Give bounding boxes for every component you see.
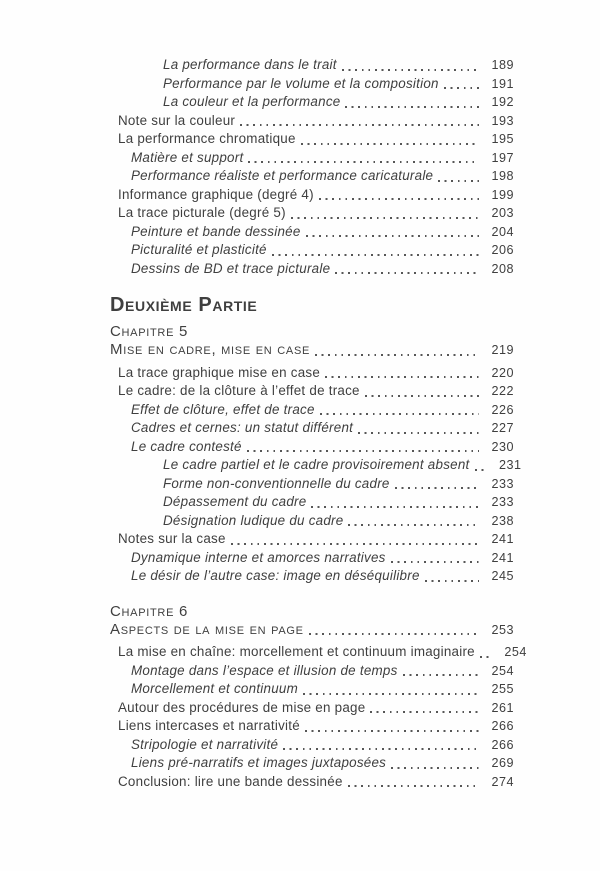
page-number: 220: [491, 365, 514, 380]
toc-entry-label: Le désir de l’autre case: image en déséquilibre: [131, 568, 420, 583]
dotted-leader: [303, 693, 479, 695]
table-of-contents: [110, 56, 527, 791]
toc-entry-row: [110, 493, 514, 512]
page-number: 231: [499, 458, 522, 472]
dotted-leader: [475, 469, 487, 471]
toc-entry-label: Forme non-conventionnelle du cadre: [163, 475, 390, 491]
dotted-leader: [315, 354, 479, 356]
toc-entry-label: Picturalité et plasticité: [131, 242, 267, 257]
page-number: 199: [491, 187, 514, 202]
dotted-leader: [247, 450, 479, 452]
dotted-leader: [403, 674, 479, 676]
toc-entry-label: Dynamique interne et amorces narratives: [131, 549, 386, 565]
toc-entry-label: La couleur et la performance: [163, 94, 341, 109]
dotted-leader: [348, 785, 479, 787]
dotted-leader: [348, 524, 479, 526]
page-number: 191: [491, 76, 514, 91]
toc-entry-row: [110, 56, 514, 75]
dotted-leader: [320, 413, 479, 415]
toc-entry-label: Montage dans l’espace et illusion de temps: [131, 662, 398, 678]
page-number: 189: [491, 58, 514, 72]
page-number: 226: [491, 402, 514, 417]
toc-entry-row: [110, 662, 514, 681]
dotted-leader: [335, 272, 479, 274]
toc-entry-row: [110, 364, 514, 383]
toc-entry-label: Note sur la couleur: [118, 112, 236, 128]
toc-entry-label: Effet de clôture, effet de trace: [131, 401, 315, 417]
dotted-leader: [311, 506, 479, 508]
toc-entry-label: Notes sur la case: [118, 531, 226, 546]
toc-entry-label: Liens pré-narratifs et images juxtaposées: [131, 755, 387, 770]
toc-entry-row: [110, 717, 514, 736]
toc-entry-label: Liens intercases et narrativité: [118, 718, 300, 733]
dotted-leader: [240, 124, 479, 126]
dotted-leader: [319, 198, 479, 200]
dotted-leader: [283, 748, 479, 750]
toc-entry-label: La performance chromatique: [118, 131, 296, 146]
page-number: 192: [491, 95, 514, 109]
toc-entry-row: [110, 438, 514, 457]
toc-entry-label: Désignation ludique du cadre: [163, 512, 344, 528]
page-number: 254: [504, 645, 527, 659]
toc-entry-row: [110, 112, 514, 131]
toc-entry-label: Cadres et cernes: un statut différent: [131, 420, 354, 435]
toc-entry-label: La trace picturale (degré 5): [118, 205, 286, 220]
toc-entry-row: [110, 223, 514, 242]
chapter-title-row: [110, 341, 514, 360]
dotted-leader: [358, 432, 479, 434]
dotted-leader: [395, 487, 479, 489]
page-number: 261: [491, 700, 514, 715]
page-number: 204: [491, 224, 514, 239]
toc-entry-row: [110, 382, 514, 401]
toc-entry-row: [110, 130, 514, 149]
dotted-leader: [370, 711, 479, 713]
dotted-leader: [306, 235, 479, 237]
dotted-leader: [444, 87, 479, 89]
page-number: 222: [491, 384, 514, 398]
toc-entry-label: La trace graphique mise en case: [118, 364, 321, 380]
chapter-heading: Chapitre 5: [110, 323, 189, 340]
toc-entry-row: [110, 530, 514, 549]
page-number: 241: [491, 550, 514, 565]
toc-entry-label: Conclusion: lire une bande dessinée: [118, 773, 343, 789]
dotted-leader: [342, 69, 479, 71]
dotted-leader: [231, 543, 479, 545]
page-number: 255: [491, 682, 514, 696]
toc-entry-row: [110, 754, 514, 773]
page-number: 219: [491, 343, 514, 357]
toc-entry-label: Le cadre partiel et le cadre provisoirement absent: [163, 457, 470, 472]
toc-entry-row: [110, 567, 514, 586]
toc-entry-label: Dessins de BD et trace picturale: [131, 260, 331, 276]
chapter-heading: Chapitre 6: [110, 602, 189, 620]
page-number: 195: [491, 132, 514, 146]
page-number: 233: [491, 476, 514, 491]
toc-entry-row: [110, 260, 514, 279]
dotted-leader: [480, 656, 492, 658]
toc-entry-row: [110, 186, 514, 205]
dotted-leader: [305, 730, 479, 732]
toc-entry-label: Informance graphique (degré 4): [118, 186, 314, 202]
dotted-leader: [365, 395, 479, 397]
page-number: 227: [491, 421, 514, 435]
toc-entry-row: [110, 419, 514, 438]
toc-entry-label: Peinture et bande dessinée: [131, 223, 301, 239]
page-number: 198: [491, 169, 514, 183]
dotted-leader: [291, 217, 479, 219]
dotted-leader: [272, 254, 479, 256]
toc-entry-row: [110, 75, 514, 94]
toc-entry-label: Dépassement du cadre: [163, 494, 307, 509]
dotted-leader: [345, 106, 479, 108]
dotted-leader: [309, 633, 479, 635]
toc-entry-row: [110, 93, 514, 112]
toc-entry-row: [110, 475, 514, 494]
section-gap: [110, 586, 514, 602]
toc-entry-label: Le cadre contesté: [131, 438, 242, 454]
page-number: 266: [491, 719, 514, 733]
toc-entry-label: La performance dans le trait: [163, 57, 337, 72]
page-number: 274: [491, 774, 514, 789]
page-number: 238: [491, 513, 514, 528]
toc-entry-label: Autour des procédures de mise en page: [118, 699, 366, 715]
toc-entry-label: Morcellement et continuum: [131, 681, 299, 696]
page-number: 206: [491, 243, 514, 257]
dotted-leader: [325, 376, 479, 378]
toc-entry-row: [110, 736, 514, 755]
page-number: 197: [491, 150, 514, 165]
part-heading: Deuxième Partie: [110, 294, 258, 316]
page-number: 203: [491, 206, 514, 220]
toc-entry-row: [110, 699, 514, 718]
toc-entry-label: Matière et support: [131, 149, 244, 165]
dotted-leader: [391, 561, 479, 563]
page-number: 230: [491, 439, 514, 454]
toc-entry-label: La mise en chaîne: morcellement et continuum imaginaire: [118, 644, 475, 659]
toc-entry-row: [110, 401, 514, 420]
section-gap: [110, 278, 514, 292]
toc-entry-row: [110, 241, 514, 260]
page-number: 266: [491, 737, 514, 752]
page-number: 253: [491, 622, 514, 637]
dotted-leader: [425, 580, 479, 582]
chapter-title-label: Aspects de la mise en page: [110, 620, 304, 638]
dotted-leader: [248, 161, 479, 163]
page-number: 193: [491, 113, 514, 128]
page-number: 208: [491, 261, 514, 276]
page-number: 245: [491, 569, 514, 583]
page-number: 241: [491, 532, 514, 546]
dotted-leader: [391, 767, 479, 769]
toc-entry-label: Performance réaliste et performance caricaturale: [131, 168, 434, 183]
toc-entry-row: [110, 149, 514, 168]
page-number: 233: [491, 495, 514, 509]
toc-entry-row: [110, 512, 514, 531]
toc-entry-label: Performance par le volume et la composition: [163, 75, 439, 91]
toc-entry-row: [110, 204, 514, 223]
toc-entry-row: [110, 549, 514, 568]
page-number: 269: [491, 756, 514, 770]
dotted-leader: [438, 180, 479, 182]
toc-entry-row: [110, 680, 514, 699]
chapter-title-label: Mise en cadre, mise en case: [110, 341, 311, 358]
toc-entry-label: Stripologie et narrativité: [131, 736, 279, 752]
page-number: 254: [491, 663, 514, 678]
toc-entry-row: [110, 456, 522, 475]
toc-entry-row: [110, 167, 514, 186]
toc-entry-row: [110, 773, 514, 792]
dotted-leader: [301, 143, 479, 145]
toc-entry-row: [110, 643, 527, 662]
chapter-title-row: [110, 621, 514, 640]
toc-entry-label: Le cadre: de la clôture à l’effet de trace: [118, 383, 360, 398]
